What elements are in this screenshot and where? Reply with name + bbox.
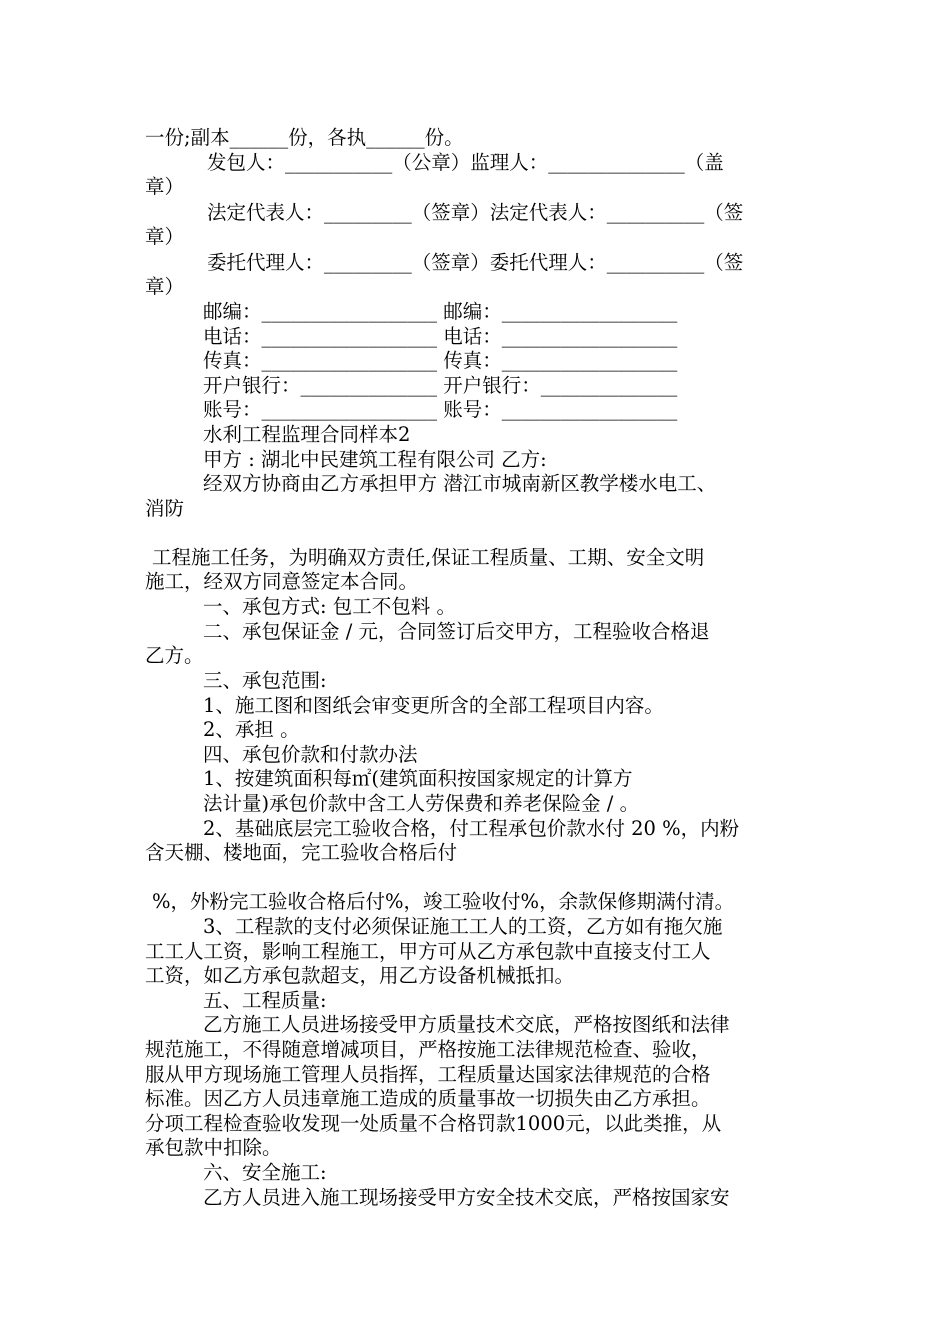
text-line: 甲方 : 湖北中民建筑工程有限公司 乙方: — [203, 448, 547, 471]
text-line: 乙方施工人员进场接受甲方质量技术交底，严格按图纸和法律 — [203, 1013, 730, 1036]
text-line: 消防 — [145, 497, 185, 520]
text-line: 乙方人员进入施工现场接受甲方安全技术交底，严格按国家安 — [203, 1186, 730, 1209]
text-line: 经双方协商由乙方承担甲方 潜江市城南新区教学楼水电工、 — [203, 472, 717, 495]
text-line: 1、施工图和图纸会审变更所含的全部工程项目内容。 — [203, 694, 664, 717]
text-line: 四、承包价款和付款办法 — [203, 743, 418, 766]
text-line: 施工，经双方同意签定本合同。 — [145, 570, 419, 593]
text-line: 发包人：___________（公章）监理人：______________（盖 — [207, 151, 724, 174]
text-line: 工工人工资，影响工程施工，甲方可从乙方承包款中直接支付工人 — [145, 940, 711, 963]
text-line: 承包款中扣除。 — [145, 1136, 282, 1159]
text-line: 开户银行：______________ 开户银行：______________ — [203, 374, 678, 397]
text-line: 分项工程检查验收发现一处质量不合格罚款1000元，以此类推，从 — [145, 1112, 722, 1135]
text-line: 五、工程质量: — [203, 989, 327, 1012]
text-line: 规范施工，不得随意增减项目，严格按施工法律规范检查、验收， — [145, 1038, 711, 1061]
text-line: 传真：__________________ 传真：__________________ — [203, 349, 678, 372]
text-line: 法定代表人：_________（签章）法定代表人：__________（签 — [207, 201, 744, 224]
text-line: 六、安全施工: — [203, 1161, 327, 1184]
text-line: 1、按建筑面积每㎡(建筑面积按国家规定的计算方 — [203, 767, 633, 790]
text-line: 章） — [145, 175, 185, 198]
text-line: 服从甲方现场施工管理人员指挥，工程质量达国家法律规范的合格 — [145, 1063, 711, 1086]
text-line: 一份;副本______份，各执______份。 — [145, 126, 464, 149]
section-title: 水利工程监理合同样本2 — [203, 423, 411, 446]
text-line: 章） — [145, 225, 185, 248]
text-line: 邮编：__________________ 邮编：__________________ — [203, 300, 678, 323]
text-line: 工资，如乙方承包款超支，用乙方设备机械抵扣。 — [145, 964, 575, 987]
text-line: 3、工程款的支付必须保证施工工人的工资，乙方如有拖欠施 — [203, 915, 723, 938]
text-line: 电话：__________________ 电话：__________________ — [203, 325, 678, 348]
text-line: 委托代理人：_________（签章）委托代理人：__________（签 — [207, 251, 744, 274]
text-line: 一、承包方式: 包工不包料 。 — [203, 595, 456, 618]
text-line: 乙方。 — [145, 644, 204, 667]
text-line: 2、承担 。 — [203, 718, 300, 741]
text-line: 2、基础底层完工验收合格，付工程承包价款水付 20 %，内粉 — [203, 817, 740, 840]
text-line: 章） — [145, 275, 185, 298]
text-line: 法计量)承包价款中含工人劳保费和养老保险金 / 。 — [203, 792, 640, 815]
text-line: 工程施工任务，为明确双方责任,保证工程质量、工期、安全文明 — [152, 546, 705, 569]
text-line: 标准。因乙方人员违章施工造成的质量事故一切损失由乙方承担。 — [145, 1087, 711, 1110]
text-line: 账号：__________________ 账号：__________________ — [203, 398, 678, 421]
text-line: %，外粉完工验收合格后付%，竣工验收付%，余款保修期满付清。 — [152, 890, 735, 913]
text-line: 含天棚、楼地面，完工验收合格后付 — [145, 841, 458, 864]
text-line: 三、承包范围: — [203, 669, 327, 692]
text-line: 二、承包保证金 / 元，合同签订后交甲方，工程验收合格退 — [203, 620, 710, 643]
